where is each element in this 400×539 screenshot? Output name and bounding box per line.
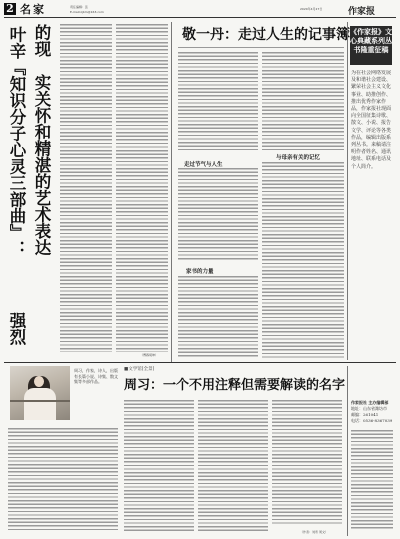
- masthead-rule: [4, 17, 396, 18]
- contact-line-2: 地址：山东省潍坊市: [351, 406, 387, 411]
- feature-main-col1: [178, 168, 258, 260]
- section-divider: [4, 362, 396, 363]
- bottom-title: 周习：一个不用注释但需要解读的名字: [124, 378, 346, 393]
- bottom-body-col2: [124, 400, 194, 532]
- feature-left-byline: （傅蓉胡坤）: [140, 353, 159, 357]
- paper-logo: 作家报: [348, 7, 376, 17]
- sidebar-title-box: [350, 26, 392, 65]
- column-tag: ■文学馆[全景]: [124, 367, 155, 372]
- column-divider-2: [347, 22, 348, 360]
- feature-title-col1: 叶辛『知识分子心灵三部曲』：: [7, 26, 26, 257]
- feature-main-title-rule: [178, 47, 344, 48]
- contact-line-3: 邮编：261041: [351, 412, 379, 417]
- subhead-1: 走过节气与人生: [184, 162, 223, 168]
- editor-line-1: 责任编辑：张: [70, 5, 89, 9]
- contact-box: [351, 400, 395, 424]
- bottom-body-col4: [272, 400, 342, 526]
- issue-date: 2020年4月27日: [300, 7, 323, 11]
- feature-main-col3: [178, 276, 258, 358]
- feature-title-col2: 实关怀和精湛的艺术表达: [32, 74, 51, 256]
- bottom-body-col1: [8, 428, 118, 532]
- bottom-byline: （作者：刘奇 周文）: [300, 530, 328, 534]
- editor-line-2: E-mail:zjbm@163.com: [70, 10, 104, 14]
- sidebar-body: 为在社会网络发展及和谐社会建设、繁荣社会主义文化事业、助推创作、推出优秀作家作品，作家报社现面向全国征集诗歌、散文、小说、报告文学、评论等各类作品，编辑出版系列丛书。来稿请注明作者姓名、通讯地址、联系电话及个人简介。: [351, 70, 392, 170]
- contact-line-1: 作家报社 主办编辑部: [351, 400, 389, 405]
- sidebar-title: 《作家报》文心典藏系列丛书隆重征稿: [350, 27, 392, 54]
- subhead-3: 家书的力量: [186, 269, 214, 275]
- feature-left-body-col2: [116, 24, 168, 352]
- contact-line-4: 电话：0536-8367039: [351, 418, 393, 423]
- feature-main-title: 敬一丹：走过人生的记事簿: [182, 27, 350, 43]
- feature-title-col4: 强烈: [7, 312, 26, 345]
- page-number: 2: [6, 2, 14, 15]
- bottom-body-col3: [198, 400, 268, 532]
- section-name: 名家: [20, 3, 46, 16]
- page-number-box: [4, 3, 16, 15]
- feature-main-intro-col1: [178, 52, 258, 150]
- feature-left-body-col1: [60, 24, 112, 352]
- column-divider-1: [171, 22, 172, 362]
- column-divider-3: [347, 366, 348, 536]
- subhead-2: 与母亲有关的记忆: [276, 155, 321, 161]
- feature-main-col2: [262, 162, 344, 358]
- author-photo: [10, 366, 70, 420]
- feature-title-col3: 的现: [32, 24, 51, 57]
- photo-caption: 周习，作家，诗人，出版有长篇小说、诗集、散文集等多部作品。: [74, 368, 118, 384]
- contact-extra-lines: [351, 430, 393, 530]
- feature-main-intro-col2: [262, 52, 344, 150]
